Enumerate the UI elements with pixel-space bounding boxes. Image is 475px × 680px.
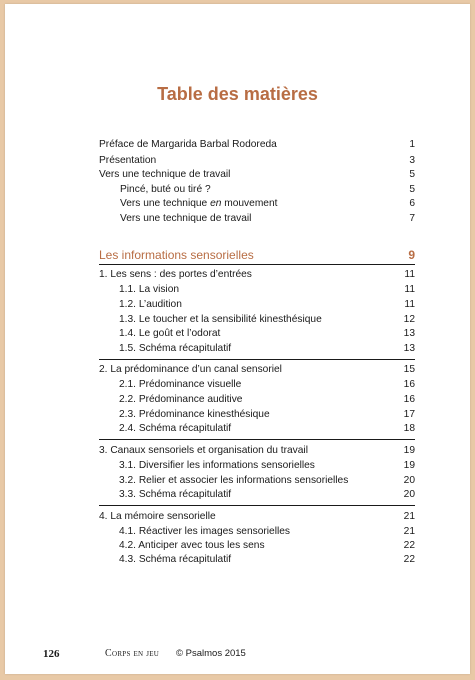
toc-entry-label: 1.5. Schéma récapitulatif: [119, 343, 232, 354]
section-heading: [99, 247, 415, 263]
toc-entry-label: 4.3. Schéma récapitulatif: [119, 554, 232, 565]
toc-entry-page: 5: [409, 184, 415, 195]
toc-entry: [99, 283, 415, 297]
toc-entry-page: 20: [403, 475, 415, 486]
page-title: Table des matières: [157, 84, 318, 104]
toc-entry: [99, 474, 415, 488]
toc-entry-label: 2.1. Prédominance visuelle: [119, 379, 242, 390]
toc-entry-page: 7: [409, 213, 415, 224]
toc-chapter: [99, 444, 415, 458]
toc-entry-label: 3.3. Schéma récapitulatif: [119, 489, 232, 500]
toc-entry-page: 13: [403, 343, 415, 354]
toc-entry-page: 5: [409, 169, 415, 180]
toc-entry: [99, 154, 415, 168]
toc-chapter-page: 21: [403, 511, 415, 522]
toc-entry-label: 2.4. Schéma récapitulatif: [119, 423, 232, 434]
section-heading-page: 9: [408, 248, 415, 262]
toc-entry-page: 12: [403, 314, 415, 325]
toc-entry-page: 19: [403, 460, 415, 471]
toc-entry: [99, 342, 415, 356]
toc-chapter: [99, 363, 415, 377]
toc-entry: [99, 408, 415, 422]
toc-chapter: [99, 268, 415, 282]
toc-entry-label: Vers une technique de travail: [99, 169, 231, 180]
toc-chapter-page: 19: [403, 445, 415, 456]
toc-entry-page: 3: [409, 155, 415, 166]
toc-entry-page: 11: [404, 284, 415, 295]
divider: [99, 359, 415, 360]
toc-entry-label: 1.1. La vision: [119, 284, 180, 295]
page-number: 126: [43, 648, 60, 660]
toc-entry-label: 1.3. Le toucher et la sensibilité kinesthésique: [119, 314, 322, 325]
toc-entry-page: 16: [403, 379, 415, 390]
toc-entry-label: 4.1. Réactiver les images sensorielles: [119, 526, 290, 537]
toc-chapter-label: 4. La mémoire sensorielle: [99, 511, 216, 522]
toc-entry-page: 22: [403, 554, 415, 565]
toc-chapter: [99, 510, 415, 524]
toc-entry-label: 1.4. Le goût et l’odorat: [119, 328, 221, 339]
toc-entry-page: 16: [403, 394, 415, 405]
section-heading-label: Les informations sensorielles: [99, 248, 254, 262]
divider: [99, 439, 415, 440]
toc-entry: [99, 327, 415, 341]
toc-entry: [99, 183, 415, 197]
toc-entry-label: 2.2. Prédominance auditive: [119, 394, 243, 405]
toc-entry: [99, 553, 415, 567]
toc-entry: [99, 525, 415, 539]
toc-entry-page: 21: [403, 526, 415, 537]
toc-entry: [99, 138, 415, 152]
toc-chapter-label: 2. La prédominance d’un canal sensoriel: [99, 364, 282, 375]
toc-entry-label: 3.1. Diversifier les informations sensorielles: [119, 460, 315, 471]
toc-entry-label: Présentation: [99, 155, 157, 166]
toc-entry-label: 1.2. L’audition: [119, 299, 182, 310]
toc-entry: [99, 197, 415, 211]
toc-entry: [99, 313, 415, 327]
toc-entry-label: 2.3. Prédominance kinesthésique: [119, 409, 270, 420]
toc-chapter-label: 1. Les sens : des portes d’entrées: [99, 269, 252, 280]
document-page: [5, 4, 470, 674]
toc-entry-page: 11: [404, 299, 415, 310]
toc-entry-page: 17: [403, 409, 415, 420]
toc-entry-page: 13: [403, 328, 415, 339]
toc-chapter-page: 11: [404, 269, 415, 280]
toc-entry-label: Vers une technique en mouvement: [120, 198, 278, 209]
toc-chapter-page: 15: [403, 364, 415, 375]
toc-entry-label: Vers une technique de travail: [120, 213, 252, 224]
toc-entry: [99, 459, 415, 473]
book-title: Corps en jeu: [105, 648, 160, 659]
toc-entry-page: 1: [409, 139, 415, 150]
toc-entry-label: 4.2. Anticiper avec tous les sens: [119, 540, 265, 551]
toc-entry: [99, 378, 415, 392]
toc-entry: [99, 393, 415, 407]
toc-entry-page: 20: [403, 489, 415, 500]
toc-entry: [99, 539, 415, 553]
toc-entry: [99, 212, 415, 226]
toc-entry: [99, 298, 415, 312]
toc-entry-page: 18: [403, 423, 415, 434]
toc-entry-page: 22: [403, 540, 415, 551]
divider: [99, 264, 415, 265]
toc-entry-label: 3.2. Relier et associer les informations sensorielles: [119, 475, 349, 486]
copyright: © Psalmos 2015: [176, 648, 246, 659]
toc-entry: [99, 488, 415, 502]
toc-chapter-label: 3. Canaux sensoriels et organisation du travail: [99, 445, 308, 456]
toc-entry-label: Pincé, buté ou tiré ?: [120, 184, 211, 195]
toc-entry-page: 6: [409, 198, 415, 209]
toc-entry: [99, 168, 415, 182]
divider: [99, 505, 415, 506]
toc-entry-label: Préface de Margarida Barbal Rodoreda: [99, 139, 277, 150]
toc-entry: [99, 422, 415, 436]
